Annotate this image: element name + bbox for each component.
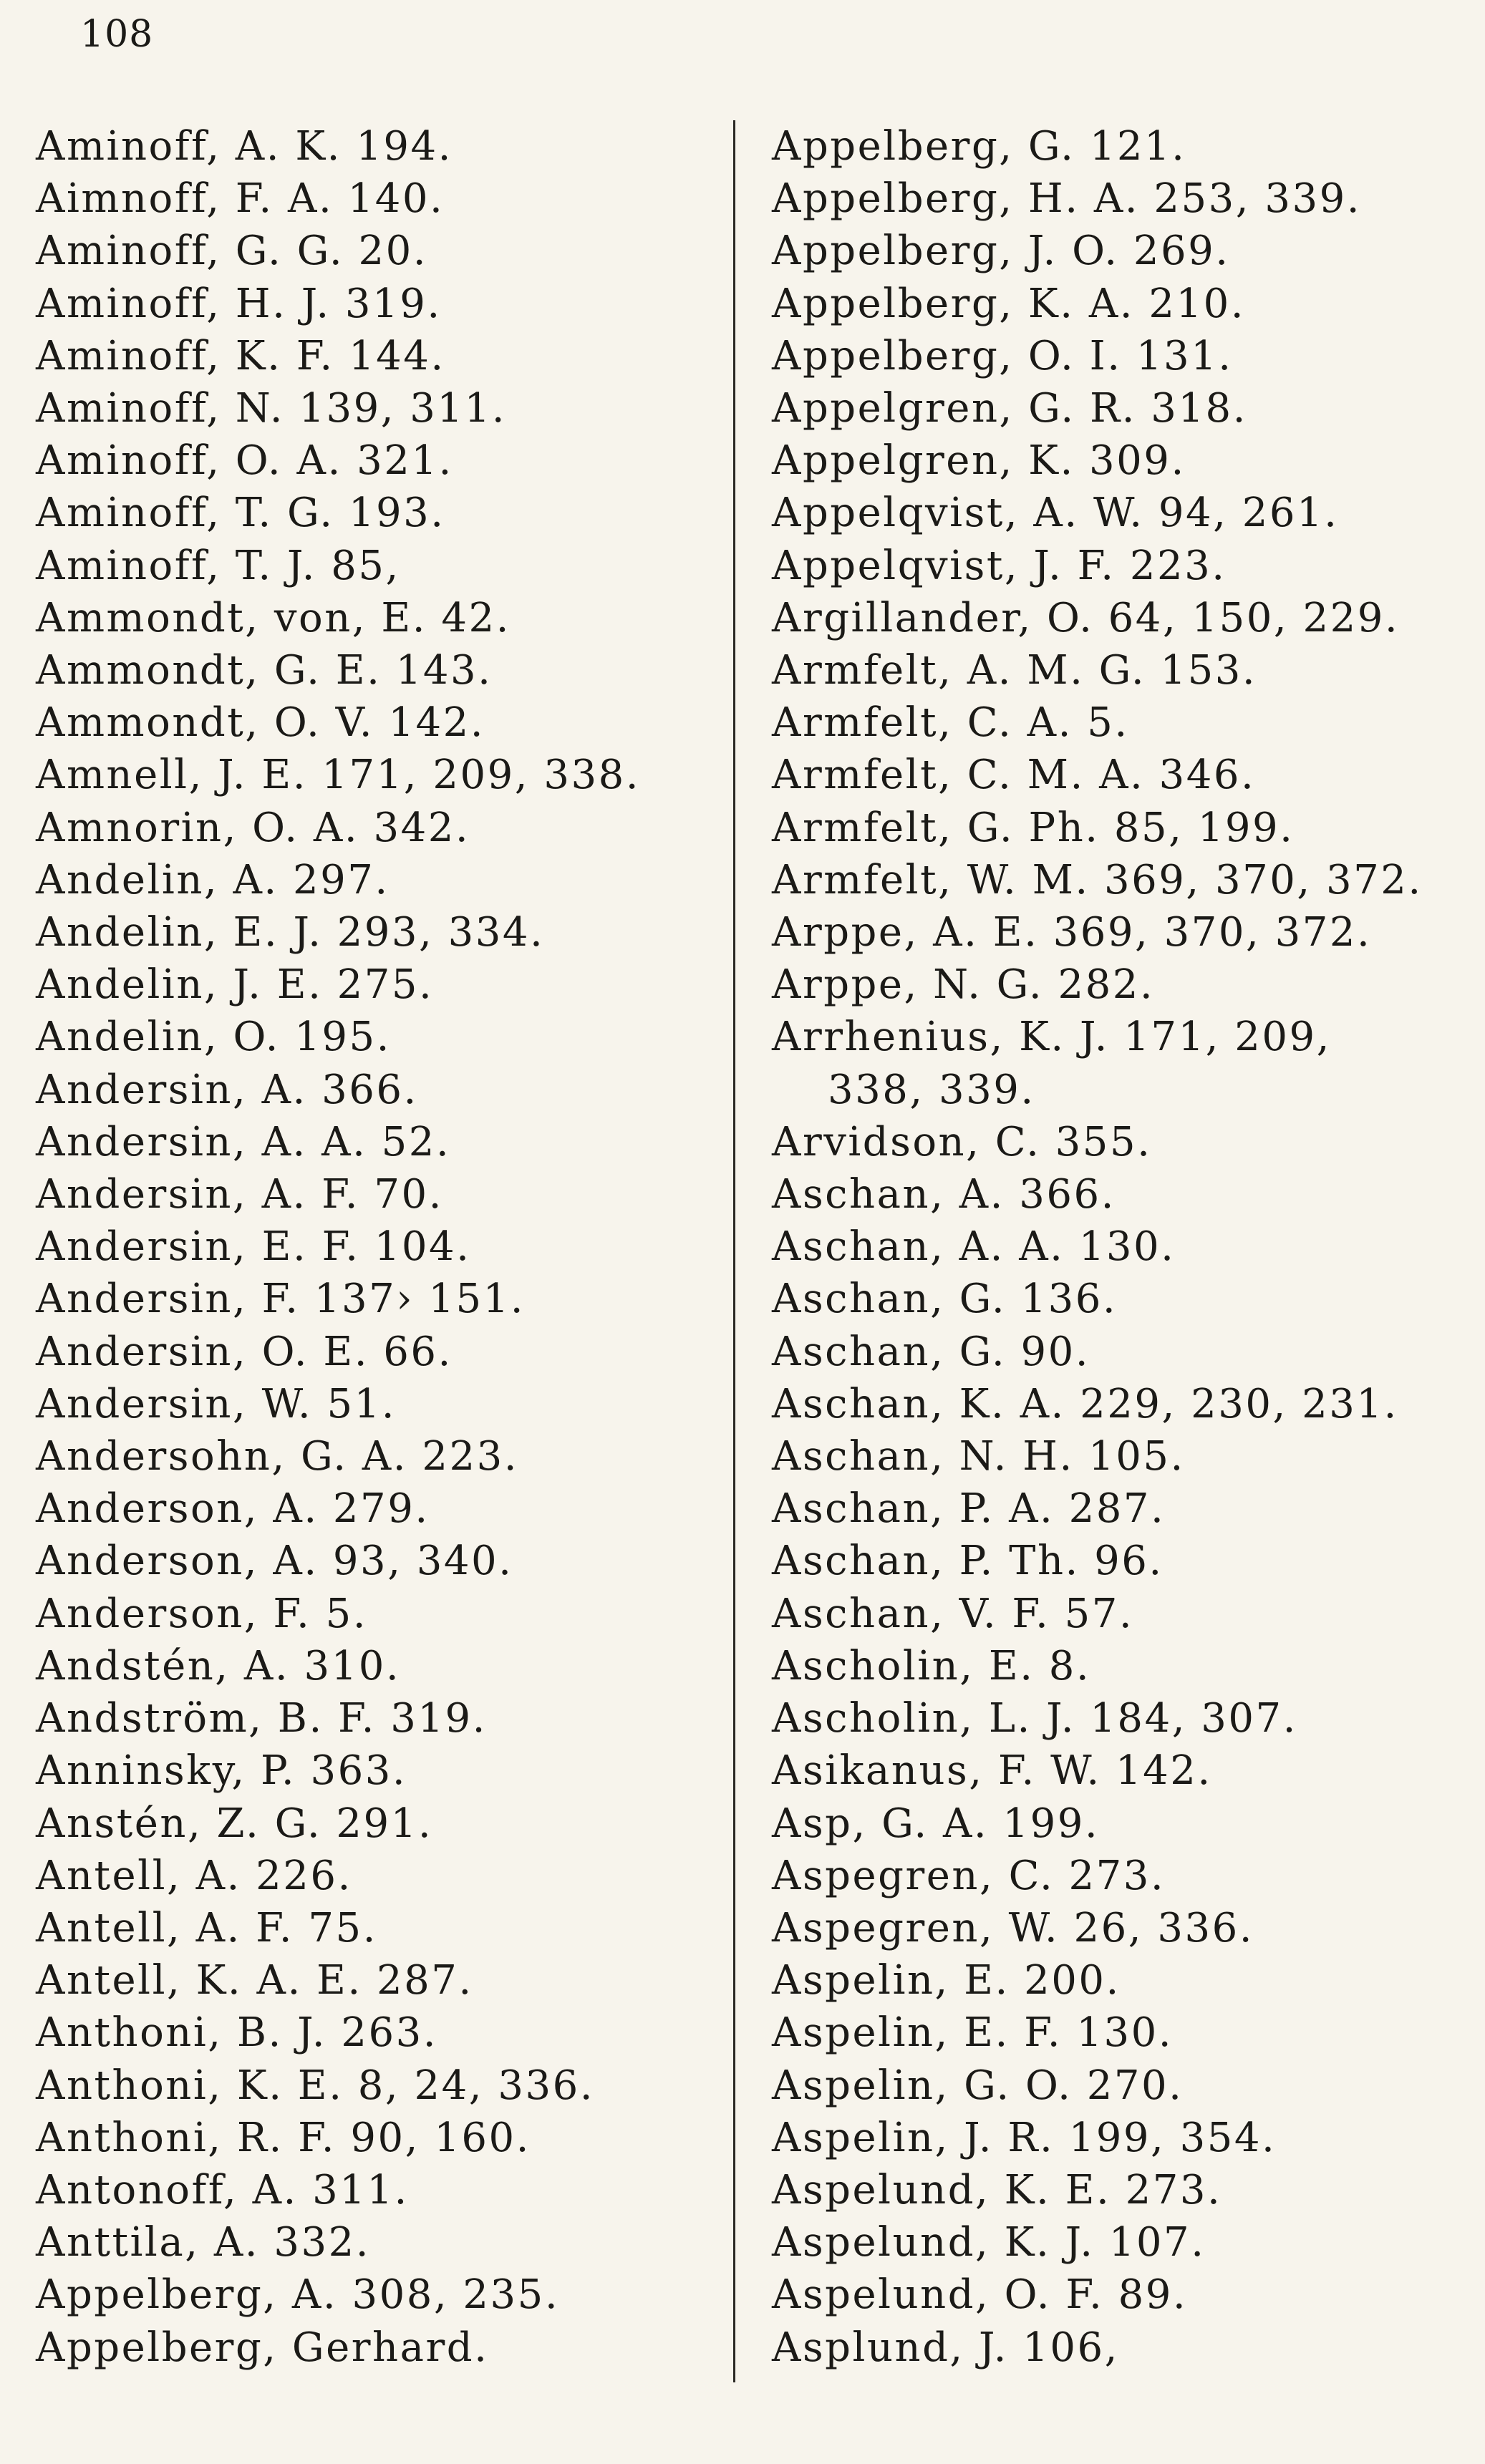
right-column bbox=[772, 120, 1445, 2374]
index-entry: Aschan, G. 90. bbox=[772, 1328, 1090, 1375]
index-entry: Aspegren, W. 26, 336. bbox=[772, 1904, 1254, 1951]
index-entry: Arppe, N. G. 282. bbox=[772, 961, 1155, 1009]
index-entry: Aminoff, K. F. 144. bbox=[36, 332, 445, 379]
index-entry: Aschan, G. 136. bbox=[772, 1276, 1118, 1323]
index-entry: Andersin, A. F. 70. bbox=[36, 1171, 443, 1218]
index-entry-continuation: 338, 339. bbox=[828, 1066, 1035, 1113]
index-entry: Anderson, A. 93, 340. bbox=[36, 1538, 513, 1585]
index-entry: Aschan, P. Th. 96. bbox=[772, 1538, 1164, 1585]
index-entry: Anthoni, B. J. 263. bbox=[36, 2009, 438, 2057]
index-entry: Andersin, F. 137› 151. bbox=[36, 1276, 526, 1323]
index-entry: Aminoff, O. A. 321. bbox=[36, 437, 453, 485]
index-entry: Aminoff, T. G. 193. bbox=[36, 490, 445, 537]
index-entry: Anthoni, K. E. 8, 24, 336. bbox=[36, 2062, 595, 2109]
index-entry: Aspelund, K. E. 273. bbox=[772, 2166, 1222, 2213]
index-entry: Aminoff, A. K. 194. bbox=[36, 123, 453, 170]
index-entry: Andersin, O. E. 66. bbox=[36, 1328, 453, 1375]
column-divider bbox=[733, 120, 735, 2382]
index-entry: Ammondt, G. E. 143. bbox=[36, 647, 493, 694]
index-entry: Anttila, A. 332. bbox=[36, 2219, 371, 2266]
index-entry: Aspelund, O. F. 89. bbox=[772, 2271, 1188, 2319]
index-entry: Aschan, V. F. 57. bbox=[772, 1590, 1134, 1637]
index-entry: Aspelin, J. R. 199, 354. bbox=[772, 2114, 1277, 2161]
index-entry: Appelqvist, A. W. 94, 261. bbox=[772, 490, 1339, 537]
index-entry: Appelberg, G. 121. bbox=[772, 123, 1186, 170]
index-entry: Armfelt, A. M. G. 153. bbox=[772, 647, 1257, 694]
index-entry: Aimnoff, F. A. 140. bbox=[36, 175, 445, 223]
index-entry: Anthoni, R. F. 90, 160. bbox=[36, 2114, 531, 2161]
index-entry: Aschan, A. 366. bbox=[772, 1171, 1116, 1218]
index-entry: Appelberg, A. 308, 235. bbox=[36, 2271, 560, 2319]
index-entry: Appelberg, H. A. 253, 339. bbox=[772, 175, 1362, 223]
index-entry: Antonoff, A. 311. bbox=[36, 2166, 409, 2213]
index-entry: Aschan, P. A. 287. bbox=[772, 1485, 1166, 1533]
index-entry: Appelberg, O. I. 131. bbox=[772, 332, 1233, 379]
index-entry: Appelberg, Gerhard. bbox=[36, 2324, 489, 2371]
index-entry: Aspegren, C. 273. bbox=[772, 1852, 1166, 1899]
index-entry: Ascholin, L. J. 184, 307. bbox=[772, 1695, 1297, 1742]
index-entry: Armfelt, C. A. 5. bbox=[772, 699, 1129, 747]
index-entry: Aminoff, H. J. 319. bbox=[36, 280, 442, 327]
index-entry: Andersin, A. 366. bbox=[36, 1066, 418, 1113]
index-entry: Andström, B. F. 319. bbox=[36, 1695, 487, 1742]
index-entry: Andersin, W. 51. bbox=[36, 1380, 397, 1427]
index-entry: Armfelt, W. M. 369, 370, 372. bbox=[772, 856, 1423, 903]
index-entry: Aschan, K. A. 229, 230, 231. bbox=[772, 1380, 1398, 1427]
index-entry: Argillander, O. 64, 150, 229. bbox=[772, 594, 1400, 641]
index-entry: Asp, G. A. 199. bbox=[772, 1800, 1100, 1847]
index-entry: Ascholin, E. 8. bbox=[772, 1642, 1091, 1689]
index-entry: Anninsky, P. 363. bbox=[36, 1747, 407, 1795]
index-entry: Appelberg, K. A. 210. bbox=[772, 280, 1246, 327]
index-entry: Andersin, A. A. 52. bbox=[36, 1118, 451, 1165]
left-column bbox=[36, 120, 709, 2374]
index-entry: Asikanus, F. W. 142. bbox=[772, 1747, 1212, 1795]
index-entry: Ammondt, von, E. 42. bbox=[36, 594, 511, 641]
index-entry: Andelin, O. 195. bbox=[36, 1014, 391, 1061]
index-entry: Aminoff, G. G. 20. bbox=[36, 228, 428, 275]
index-entry: Appelqvist, J. F. 223. bbox=[772, 542, 1227, 589]
index-entry: Aschan, A. A. 130. bbox=[772, 1223, 1176, 1271]
index-entry: Andelin, J. E. 275. bbox=[36, 961, 434, 1009]
index-entry: Aspelin, E. 200. bbox=[772, 1957, 1121, 2004]
index-entry: Andersohn, G. A. 223. bbox=[36, 1433, 519, 1480]
index-entry: Asplund, J. 106, bbox=[772, 2324, 1119, 2371]
index-entry: Antell, A. 226. bbox=[36, 1852, 352, 1899]
index-entry: Ammondt, O. V. 142. bbox=[36, 699, 485, 747]
index-entry: Antell, A. F. 75. bbox=[36, 1904, 377, 1951]
index-entry: Andelin, E. J. 293, 334. bbox=[36, 909, 545, 956]
index-entry: Anstén, Z. G. 291. bbox=[36, 1800, 433, 1847]
index-entry: Appelgren, G. R. 318. bbox=[772, 385, 1247, 432]
index-entry: Aspelin, E. F. 130. bbox=[772, 2009, 1174, 2057]
index-entry: Arppe, A. E. 369, 370, 372. bbox=[772, 909, 1372, 956]
index-entry: Aminoff, T. J. 85, bbox=[36, 542, 400, 589]
index-entry: Aschan, N. H. 105. bbox=[772, 1433, 1185, 1480]
index-entry: Andersin, E. F. 104. bbox=[36, 1223, 471, 1271]
index-entry: Arvidson, C. 355. bbox=[772, 1118, 1152, 1165]
index-entry: Aminoff, N. 139, 311. bbox=[36, 385, 506, 432]
index-entry: Armfelt, G. Ph. 85, 199. bbox=[772, 804, 1295, 851]
index-entry: Aspelin, G. O. 270. bbox=[772, 2062, 1184, 2109]
index-entry: Appelberg, J. O. 269. bbox=[772, 228, 1230, 275]
index-entry: Anderson, F. 5. bbox=[36, 1590, 368, 1637]
index-entry: Anderson, A. 279. bbox=[36, 1485, 430, 1533]
index-entry: Andelin, A. 297. bbox=[36, 856, 390, 903]
index-entry: Andstén, A. 310. bbox=[36, 1642, 401, 1689]
index-entry: Appelgren, K. 309. bbox=[772, 437, 1186, 485]
index-entry: Amnorin, O. A. 342. bbox=[36, 804, 470, 851]
index-entry: Arrhenius, K. J. 171, 209, bbox=[772, 1014, 1331, 1061]
index-entry: Amnell, J. E. 171, 209, 338. bbox=[36, 752, 641, 799]
page-number: 108 bbox=[80, 13, 154, 56]
index-entry: Aspelund, K. J. 107. bbox=[772, 2219, 1206, 2266]
index-entry: Antell, K. A. E. 287. bbox=[36, 1957, 473, 2004]
index-entry: Armfelt, C. M. A. 346. bbox=[772, 752, 1256, 799]
